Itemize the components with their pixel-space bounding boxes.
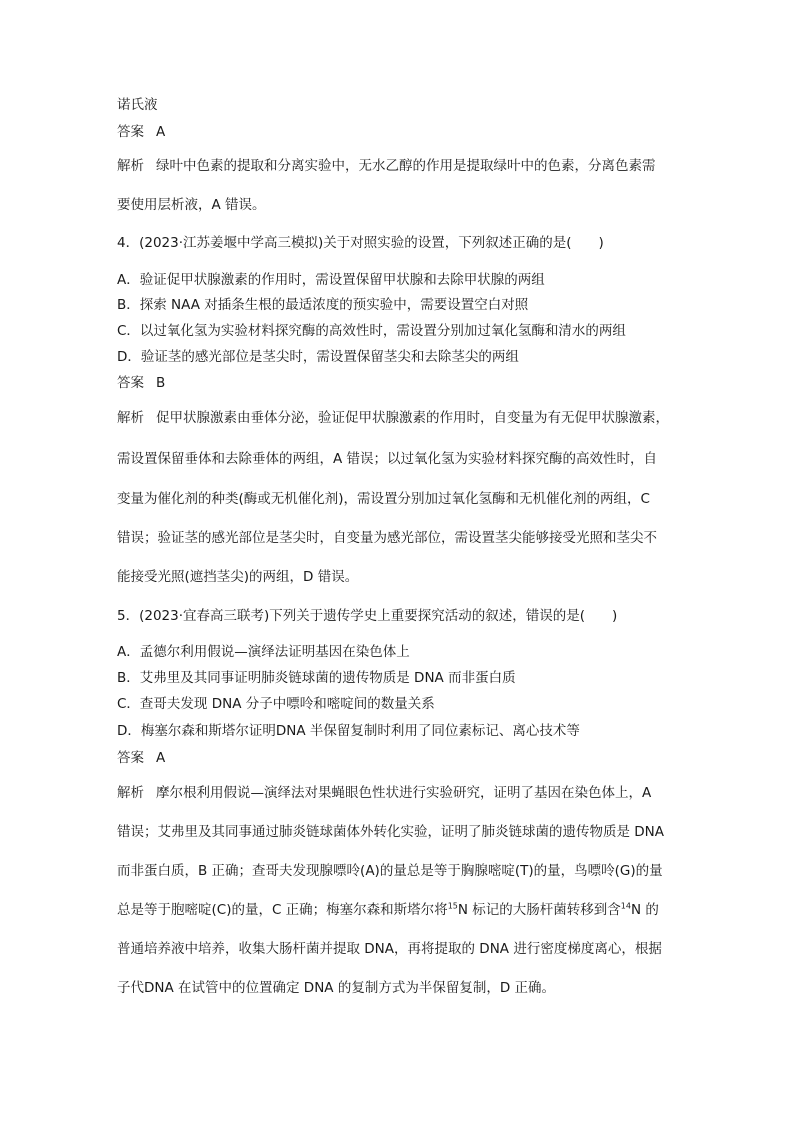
q5-analysis-line-6: 子代DNA 在试管中的位置确定 DNA 的复制方式为半保留复制，D 正确。 <box>117 980 556 996</box>
q5-analysis-line-4 <box>117 901 687 919</box>
continued-option-text: 诺氏液 <box>117 97 158 113</box>
answer-value: B <box>156 375 166 391</box>
q5-option-d: D．梅塞尔森和斯塔尔证明DNA 半保留复制时利用了同位素标记、离心技术等 <box>117 723 580 739</box>
q3-analysis-line-2: 要使用层析液，A 错误。 <box>117 197 266 213</box>
q5-option-b: B．艾弗里及其同事证明肺炎链球菌的遗传物质是 DNA 而非蛋白质 <box>117 670 516 686</box>
analysis-text: 促甲状腺激素由垂体分泌，验证促甲状腺激素的作用时，自变量为有无促甲状腺激素， <box>156 410 669 426</box>
q4-analysis-line-1 <box>117 409 687 427</box>
analysis-text: 摩尔根利用假说—演绎法对果蝇眼色性状进行实验研究，证明了基因在染色体上，A <box>156 785 652 801</box>
analysis-text-part: N 标记的大肠杆菌转移到含 <box>457 902 621 918</box>
q5-option-c: C．查哥夫发现 DNA 分子中嘌呤和嘧啶间的数量关系 <box>117 696 435 712</box>
analysis-label: 解析 <box>117 158 144 174</box>
q4-analysis-line-3: 变量为催化剂的种类(酶或无机催化剂)，需设置分别加过氧化氢酶和无机催化剂的两组，C <box>117 491 650 507</box>
q4-option-d: D．验证茎的感光部位是茎尖时，需设置保留茎尖和去除茎尖的两组 <box>117 349 519 365</box>
q4-option-c: C．以过氧化氢为实验材料探究酶的高效性时，需设置分别加过氧化氢酶和清水的两组 <box>117 323 626 339</box>
q4-analysis-line-2: 需设置保留垂体和去除垂体的两组，A 错误；以过氧化氢为实验材料探究酶的高效性时，自 <box>117 451 658 467</box>
q5-analysis-line-2: 错误；艾弗里及其同事通过肺炎链球菌体外转化实验，证明了肺炎链球菌的遗传物质是 DNA <box>117 824 665 840</box>
analysis-text-part: N 的 <box>630 902 659 918</box>
q5-stem: 5．(2023·宜春高三联考)下列关于遗传学史上重要探究活动的叙述，错误的是( ) <box>117 608 618 624</box>
q5-analysis-line-5: 普通培养液中培养，收集大肠杆菌并提取 DNA，再将提取的 DNA 进行密度梯度离心，根据 <box>117 941 662 957</box>
isotope-superscript-14: 14 <box>620 901 631 911</box>
answer-label: 答案 <box>117 124 144 140</box>
q4-stem: 4．(2023·江苏姜堰中学高三模拟)关于对照实验的设置，下列叙述正确的是( ) <box>117 235 604 251</box>
answer-value: A <box>156 124 166 140</box>
analysis-text-part: 总是等于胞嘧啶(C)的量，C 正确；梅塞尔森和斯塔尔将 <box>117 902 448 918</box>
q4-answer <box>117 374 687 392</box>
analysis-label: 解析 <box>117 785 144 801</box>
analysis-label: 解析 <box>117 410 144 426</box>
q4-option-a: A．验证促甲状腺激素的作用时，需设置保留甲状腺和去除甲状腺的两组 <box>117 272 545 288</box>
q5-answer <box>117 749 687 767</box>
q3-analysis-line-1 <box>117 157 687 175</box>
q4-analysis-line-4: 错误；验证茎的感光部位是茎尖时，自变量为感光部位，需设置茎尖能够接受光照和茎尖不 <box>117 530 657 546</box>
q5-analysis-line-3: 而非蛋白质，B 正确；查哥夫发现腺嘌呤(A)的量总是等于胸腺嘧啶(T)的量，鸟嘌呤(G)的量 <box>117 863 663 879</box>
answer-label: 答案 <box>117 750 144 766</box>
q4-analysis-line-5: 能接受光照(遮挡茎尖)的两组，D 错误。 <box>117 569 359 585</box>
q4-option-b: B．探索 NAA 对插条生根的最适浓度的预实验中，需要设置空白对照 <box>117 297 529 313</box>
answer-value: A <box>156 750 166 766</box>
q5-analysis-line-1 <box>117 784 687 802</box>
isotope-superscript-15: 15 <box>447 901 458 911</box>
q3-answer <box>117 123 687 141</box>
analysis-text: 绿叶中色素的提取和分离实验中，无水乙醇的作用是提取绿叶中的色素，分离色素需 <box>156 158 656 174</box>
answer-label: 答案 <box>117 375 144 391</box>
q5-option-a: A．孟德尔利用假说—演绎法证明基因在染色体上 <box>117 644 410 660</box>
